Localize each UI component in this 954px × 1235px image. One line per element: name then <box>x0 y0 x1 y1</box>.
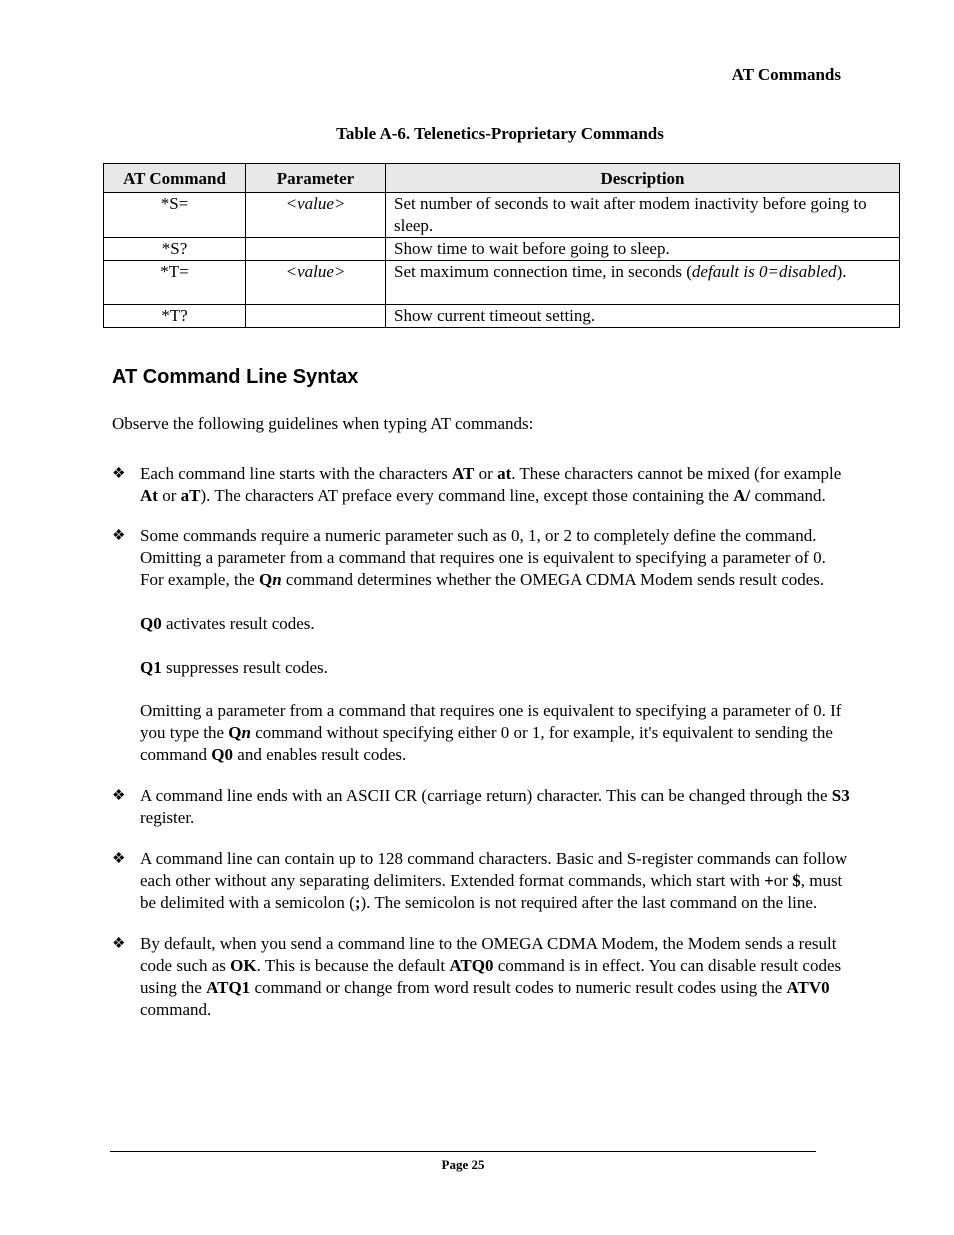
cell-parameter <box>246 193 386 238</box>
text: A command line can contain up to 128 command characters. Basic and S-register commands can follow each other without any separating delimiters. Extended format commands, which start with <box>140 849 848 890</box>
cell-description: Show current timeout setting. <box>386 305 900 328</box>
keyword: ATV0 <box>786 978 830 997</box>
keyword: S3 <box>831 786 850 805</box>
keyword: $ <box>792 871 801 890</box>
text: A command line ends with an ASCII CR (carriage return) character. This can be changed through the <box>140 786 832 805</box>
keyword: Q0 <box>140 614 162 633</box>
page-number: Page 25 <box>441 1157 485 1172</box>
sub-paragraph-q0 <box>112 613 852 635</box>
description-default: default is 0=disabled <box>691 262 837 281</box>
text: command is in effect. You can disable result codes using the <box>140 956 842 997</box>
footer-divider <box>110 1151 816 1152</box>
intro-paragraph: Observe the following guidelines when typing AT commands: <box>112 414 534 433</box>
list-item <box>112 785 852 829</box>
column-header-at-command: AT Command <box>104 164 246 193</box>
cell-parameter <box>246 238 386 261</box>
table-row <box>104 261 900 305</box>
cell-command: *T= <box>104 261 246 305</box>
section-heading: AT Command Line Syntax <box>112 366 359 388</box>
text: or <box>773 871 793 890</box>
keyword: ATQ1 <box>206 978 251 997</box>
text: register. <box>140 808 195 827</box>
keyword: ; <box>354 893 361 912</box>
sub-paragraph <box>112 700 852 766</box>
column-header-parameter: Parameter <box>246 164 386 193</box>
parameter-value: <value> <box>285 262 346 281</box>
keyword: A/ <box>733 486 751 505</box>
list-item <box>112 463 852 507</box>
column-header-description: Description <box>386 164 900 193</box>
keyword-variable: n <box>272 570 282 589</box>
table-row <box>104 193 900 238</box>
text: Each command line starts with the characters <box>140 464 453 483</box>
list-item <box>112 525 852 591</box>
keyword: at <box>497 464 512 483</box>
text: command. <box>750 486 826 505</box>
table-header-row <box>104 164 900 193</box>
diamond-bullet-icon: ❖ <box>112 851 126 867</box>
text: ). The semicolon is not required after the last command on the line. <box>360 893 818 912</box>
text: , must be delimited with a semicolon ( <box>140 871 843 912</box>
text: . These characters cannot be mixed (for example <box>511 464 842 483</box>
text: Some commands require a numeric parameter such as 0, 1, or 2 to completely define the command. Omitting a parameter from a command that requires one is equivalent to specifying a parameter of 0. For example, the <box>140 526 826 589</box>
sub-paragraph-q1 <box>112 657 852 679</box>
parameter-value: <value> <box>285 194 346 213</box>
table-row <box>104 305 900 328</box>
cell-command: *T? <box>104 305 246 328</box>
cell-description <box>386 261 900 305</box>
table-row <box>104 238 900 261</box>
cell-parameter <box>246 305 386 328</box>
text: command determines whether the OMEGA CDMA Modem sends result codes. <box>281 570 825 589</box>
diamond-bullet-icon: ❖ <box>112 528 126 544</box>
list-item <box>112 848 852 914</box>
cell-description: Set number of seconds to wait after modem inactivity before going to sleep. <box>386 193 900 238</box>
table-caption: Table A-6. Telenetics-Proprietary Commands <box>336 124 664 143</box>
description-text: Set maximum connection time, in seconds ( <box>394 262 692 281</box>
keyword: Q <box>228 723 242 742</box>
diamond-bullet-icon: ❖ <box>112 936 126 952</box>
text: command or change from word result codes to numeric result codes using the <box>250 978 787 997</box>
text: or <box>157 486 181 505</box>
cell-command: *S= <box>104 193 246 238</box>
text: ). The characters AT preface every command line, except those containing the <box>200 486 734 505</box>
diamond-bullet-icon: ❖ <box>112 466 126 482</box>
text: command without specifying either 0 or 1, for example, it's equivalent to sending the command <box>140 723 833 764</box>
guidelines-list <box>112 463 852 1021</box>
keyword-variable: n <box>241 723 251 742</box>
cell-command: *S? <box>104 238 246 261</box>
keyword: + <box>764 871 774 890</box>
keyword: aT <box>180 486 201 505</box>
text: By default, when you send a command line to the OMEGA CDMA Modem, the Modem sends a result code such as <box>140 934 837 975</box>
commands-table <box>103 163 900 328</box>
text: or <box>474 464 498 483</box>
text: . This is because the default <box>256 956 450 975</box>
keyword: OK <box>230 956 257 975</box>
text: and enables result codes. <box>233 745 407 764</box>
description-text-end: ). <box>836 262 847 281</box>
keyword: ATQ0 <box>449 956 494 975</box>
keyword: At <box>140 486 158 505</box>
keyword: Q0 <box>211 745 234 764</box>
keyword: AT <box>452 464 475 483</box>
cell-parameter <box>246 261 386 305</box>
diamond-bullet-icon: ❖ <box>112 788 126 804</box>
keyword: Q1 <box>140 658 162 677</box>
text: activates result codes. <box>161 614 315 633</box>
cell-description: Show time to wait before going to sleep. <box>386 238 900 261</box>
text: suppresses result codes. <box>161 658 328 677</box>
text: Omitting a parameter from a command that requires one is equivalent to specifying a parameter of 0. If you type the <box>140 701 842 742</box>
keyword: Q <box>258 570 273 589</box>
list-item <box>112 933 852 1021</box>
text: command. <box>140 1000 212 1019</box>
running-header: AT Commands <box>731 65 841 84</box>
